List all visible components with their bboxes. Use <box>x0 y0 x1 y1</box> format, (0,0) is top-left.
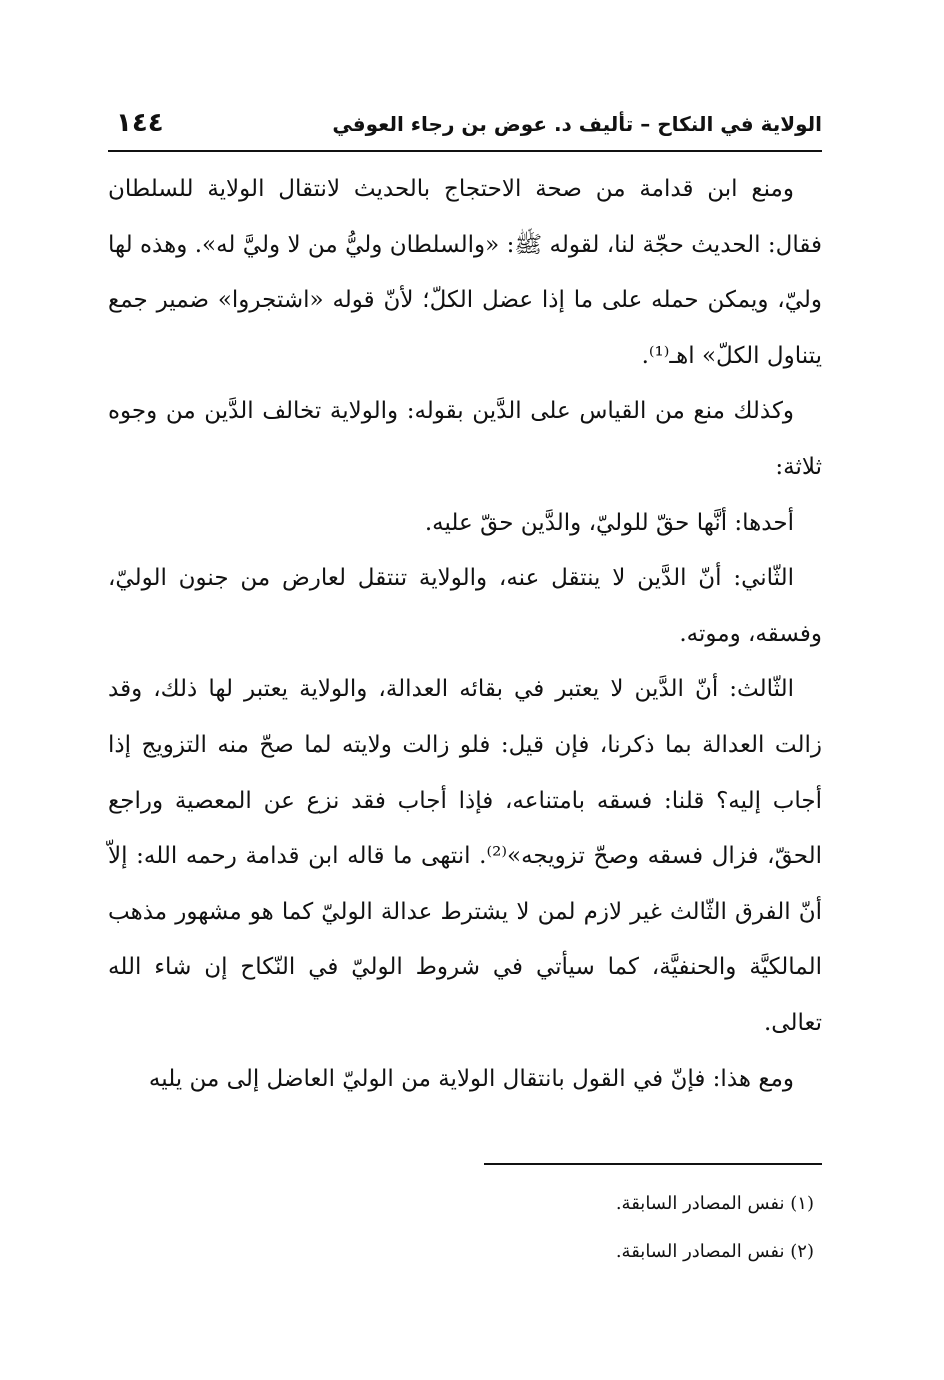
footnote: (٢) نفس المصادر السابقة. <box>615 1241 814 1262</box>
page-number: ١٤٤ <box>116 108 164 138</box>
header-title: الولاية في النكاح – تأليف د. عوض بن رجاء العوفي <box>332 112 822 136</box>
running-header <box>108 108 822 152</box>
footnote: (١) نفس المصادر السابقة. <box>615 1193 814 1214</box>
paragraph: ومع هذا: فإنّ في القول بانتقال الولاية من الوليّ العاضل إلى من يليه <box>148 1065 794 1092</box>
paragraph: ومنع ابن قدامة من صحة الاحتجاج بالحديث لانتقال الولاية للسلطان فقال: الحديث حجّة لنا، لقوله ﷺ: «والسلطان وليُّ من لا وليَّ له». وهذه لها وليّ، ويمكن حمله على ما إذا عضل الكلّ؛ لأنّ قوله «اشتجروا» ضمير جمع يتناول الكلّ» اهـ⁽¹⁾. <box>108 176 822 369</box>
paragraph: وكذلك منع من القياس على الدَّين بقوله: والولاية تخالف الدَّين من وجوه ثلاثة: <box>108 398 822 480</box>
paragraph: أحدها: أنَّها حقّ للوليّ، والدَّين حقّ عليه. <box>424 509 794 536</box>
footnote-separator <box>484 1163 822 1165</box>
footnotes <box>300 1180 814 1276</box>
paragraph: الثّالث: أنّ الدَّين لا يعتبر في بقائه العدالة، والولاية يعتبر لها ذلك، وقد زالت العدالة بما ذكرنا، فإن قيل: فلو زالت ولايته لما صحّ منه التزويج إذا أجاب إليه؟ قلنا: فسقه بامتناعه، فإذا أجاب فقد نزع عن المعصية وراجع الحقّ، فزال فسقه وصحّ تزويجه»⁽²⁾. انتهى ما قاله ابن قدامة رحمه الله: إلاّ أنّ الفرق الثّالث غير لازم لمن لا يشترط عدالة الوليّ كما هو مشهور مذهب المالكيَّة والحنفيَّة، كما سيأتي في شروط الوليّ في النّكاح إن شاء الله تعالى. <box>108 676 822 1036</box>
main-text <box>108 162 822 1107</box>
paragraph: الثّاني: أنّ الدَّين لا ينتقل عنه، والولاية تنتقل لعارض من جنون الوليّ، وفسقه، وموته. <box>108 565 822 647</box>
